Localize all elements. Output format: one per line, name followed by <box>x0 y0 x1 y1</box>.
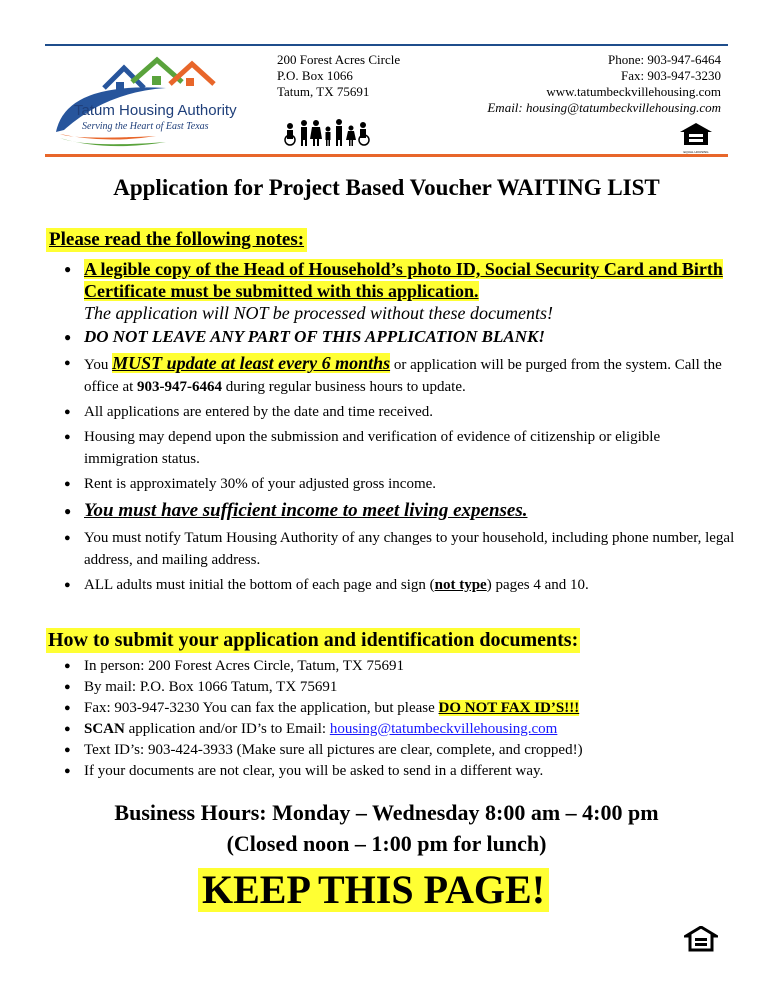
list-item <box>46 761 736 782</box>
list-item <box>46 719 736 740</box>
submit-list <box>46 656 736 782</box>
header-top-rule <box>45 44 728 46</box>
address-line-3: Tatum, TX 75691 <box>277 84 370 99</box>
note-notify-changes: You must notify Tatum Housing Authority of any changes to your household, including phone number, legal address, and mailing address. <box>84 530 735 568</box>
contact-fax: Fax: 903-947-3230 <box>620 68 721 83</box>
notes-heading: Please read the following notes: <box>46 228 307 252</box>
note-office-phone: 903-947-6464 <box>137 379 223 395</box>
submit-in-person: In person: 200 Forest Acres Circle, Tatum, TX 75691 <box>84 658 405 674</box>
list-item <box>46 326 736 348</box>
note-update-pre: You <box>84 357 113 373</box>
submit-by-mail: By mail: P.O. Box 1066 Tatum, TX 75691 <box>84 679 338 695</box>
email-link[interactable]: housing@tatumbeckvillehousing.com <box>329 721 558 737</box>
note-rent: Rent is approximately 30% of your adjusted gross income. <box>84 476 437 492</box>
list-item <box>46 698 736 719</box>
list-item <box>46 426 736 470</box>
submit-fax: Fax: 903-947-3230 You can fax the application, but please <box>84 700 439 716</box>
note-citizenship: Housing may depend upon the submission and verification of evidence of citizenship or eligible immigration status. <box>84 429 661 467</box>
list-item <box>46 574 736 596</box>
note-date-entry: All applications are entered by the date and time received. <box>84 404 434 420</box>
address-line-1: 200 Forest Acres Circle <box>277 52 401 67</box>
address-block <box>277 52 400 100</box>
list-item <box>46 352 736 398</box>
list-item <box>46 258 736 324</box>
list-item <box>46 473 736 495</box>
address-line-2: P.O. Box 1066 <box>277 68 353 83</box>
note-sign-emph: not type <box>434 577 487 593</box>
submit-scan-text: application and/or ID’s to Email: <box>124 721 330 737</box>
contact-phone: Phone: 903-947-6464 <box>607 52 721 67</box>
notes-list <box>46 258 736 596</box>
note-sign-pre: ALL adults must initial the bottom of each page and sign ( <box>84 577 435 593</box>
note-sign-post: ) pages 4 and 10. <box>486 577 589 593</box>
lunch-hours: (Closed noon – 1:00 pm for lunch) <box>226 831 547 856</box>
submit-fax-warning: DO NOT FAX ID’S!!! <box>438 700 580 716</box>
list-item <box>46 656 736 677</box>
logo-tagline: Serving the Heart of East Texas <box>82 121 209 132</box>
note-update-post: during regular business hours to update. <box>222 379 466 395</box>
note-no-blank: DO NOT LEAVE ANY PART OF THIS APPLICATION BLANK! <box>84 327 545 346</box>
family-icon <box>284 118 372 151</box>
header-bottom-rule <box>45 154 728 157</box>
note-id-warning: The application will NOT be processed without these documents! <box>84 303 553 323</box>
list-item <box>46 740 736 761</box>
page-title: Application for Project Based Voucher WAITING LIST <box>113 175 660 200</box>
contact-block <box>487 52 721 116</box>
equal-housing-icon <box>676 122 716 157</box>
list-item <box>46 527 736 571</box>
logo-graphic <box>46 52 261 147</box>
list-item <box>46 500 736 522</box>
equal-housing-label: EQUAL HOUSING <box>683 150 709 154</box>
list-item <box>46 677 736 698</box>
logo <box>46 52 261 147</box>
note-income: You must have sufficient income to meet living expenses. <box>84 500 528 521</box>
list-item <box>46 401 736 423</box>
footer-equal-housing-icon <box>684 926 718 957</box>
submit-heading: How to submit your application and identification documents: <box>48 629 579 651</box>
contact-website: www.tatumbeckvillehousing.com <box>546 84 721 99</box>
business-hours: Business Hours: Monday – Wednesday 8:00 am – 4:00 pm <box>114 800 659 825</box>
contact-email: Email: housing@tatumbeckvillehousing.com <box>487 100 721 115</box>
note-update-mid: or application will be purged from the system. Call the office at <box>84 357 722 395</box>
submit-scan-label: SCAN <box>84 721 125 737</box>
submit-unclear: If your documents are not clear, you will be asked to send in a different way. <box>84 763 544 779</box>
note-update-highlight: MUST update at least every 6 months <box>112 353 391 373</box>
logo-name: Tatum Housing Authority <box>74 102 237 119</box>
submit-text: Text ID’s: 903-424-3933 (Make sure all pictures are clear, complete, and cropped!) <box>84 742 583 758</box>
note-id-requirement: A legible copy of the Head of Household’s photo ID, Social Security Card and Birth Certificate must be submitted with this application. <box>84 259 723 301</box>
keep-page-banner: KEEP THIS PAGE! <box>198 868 549 912</box>
